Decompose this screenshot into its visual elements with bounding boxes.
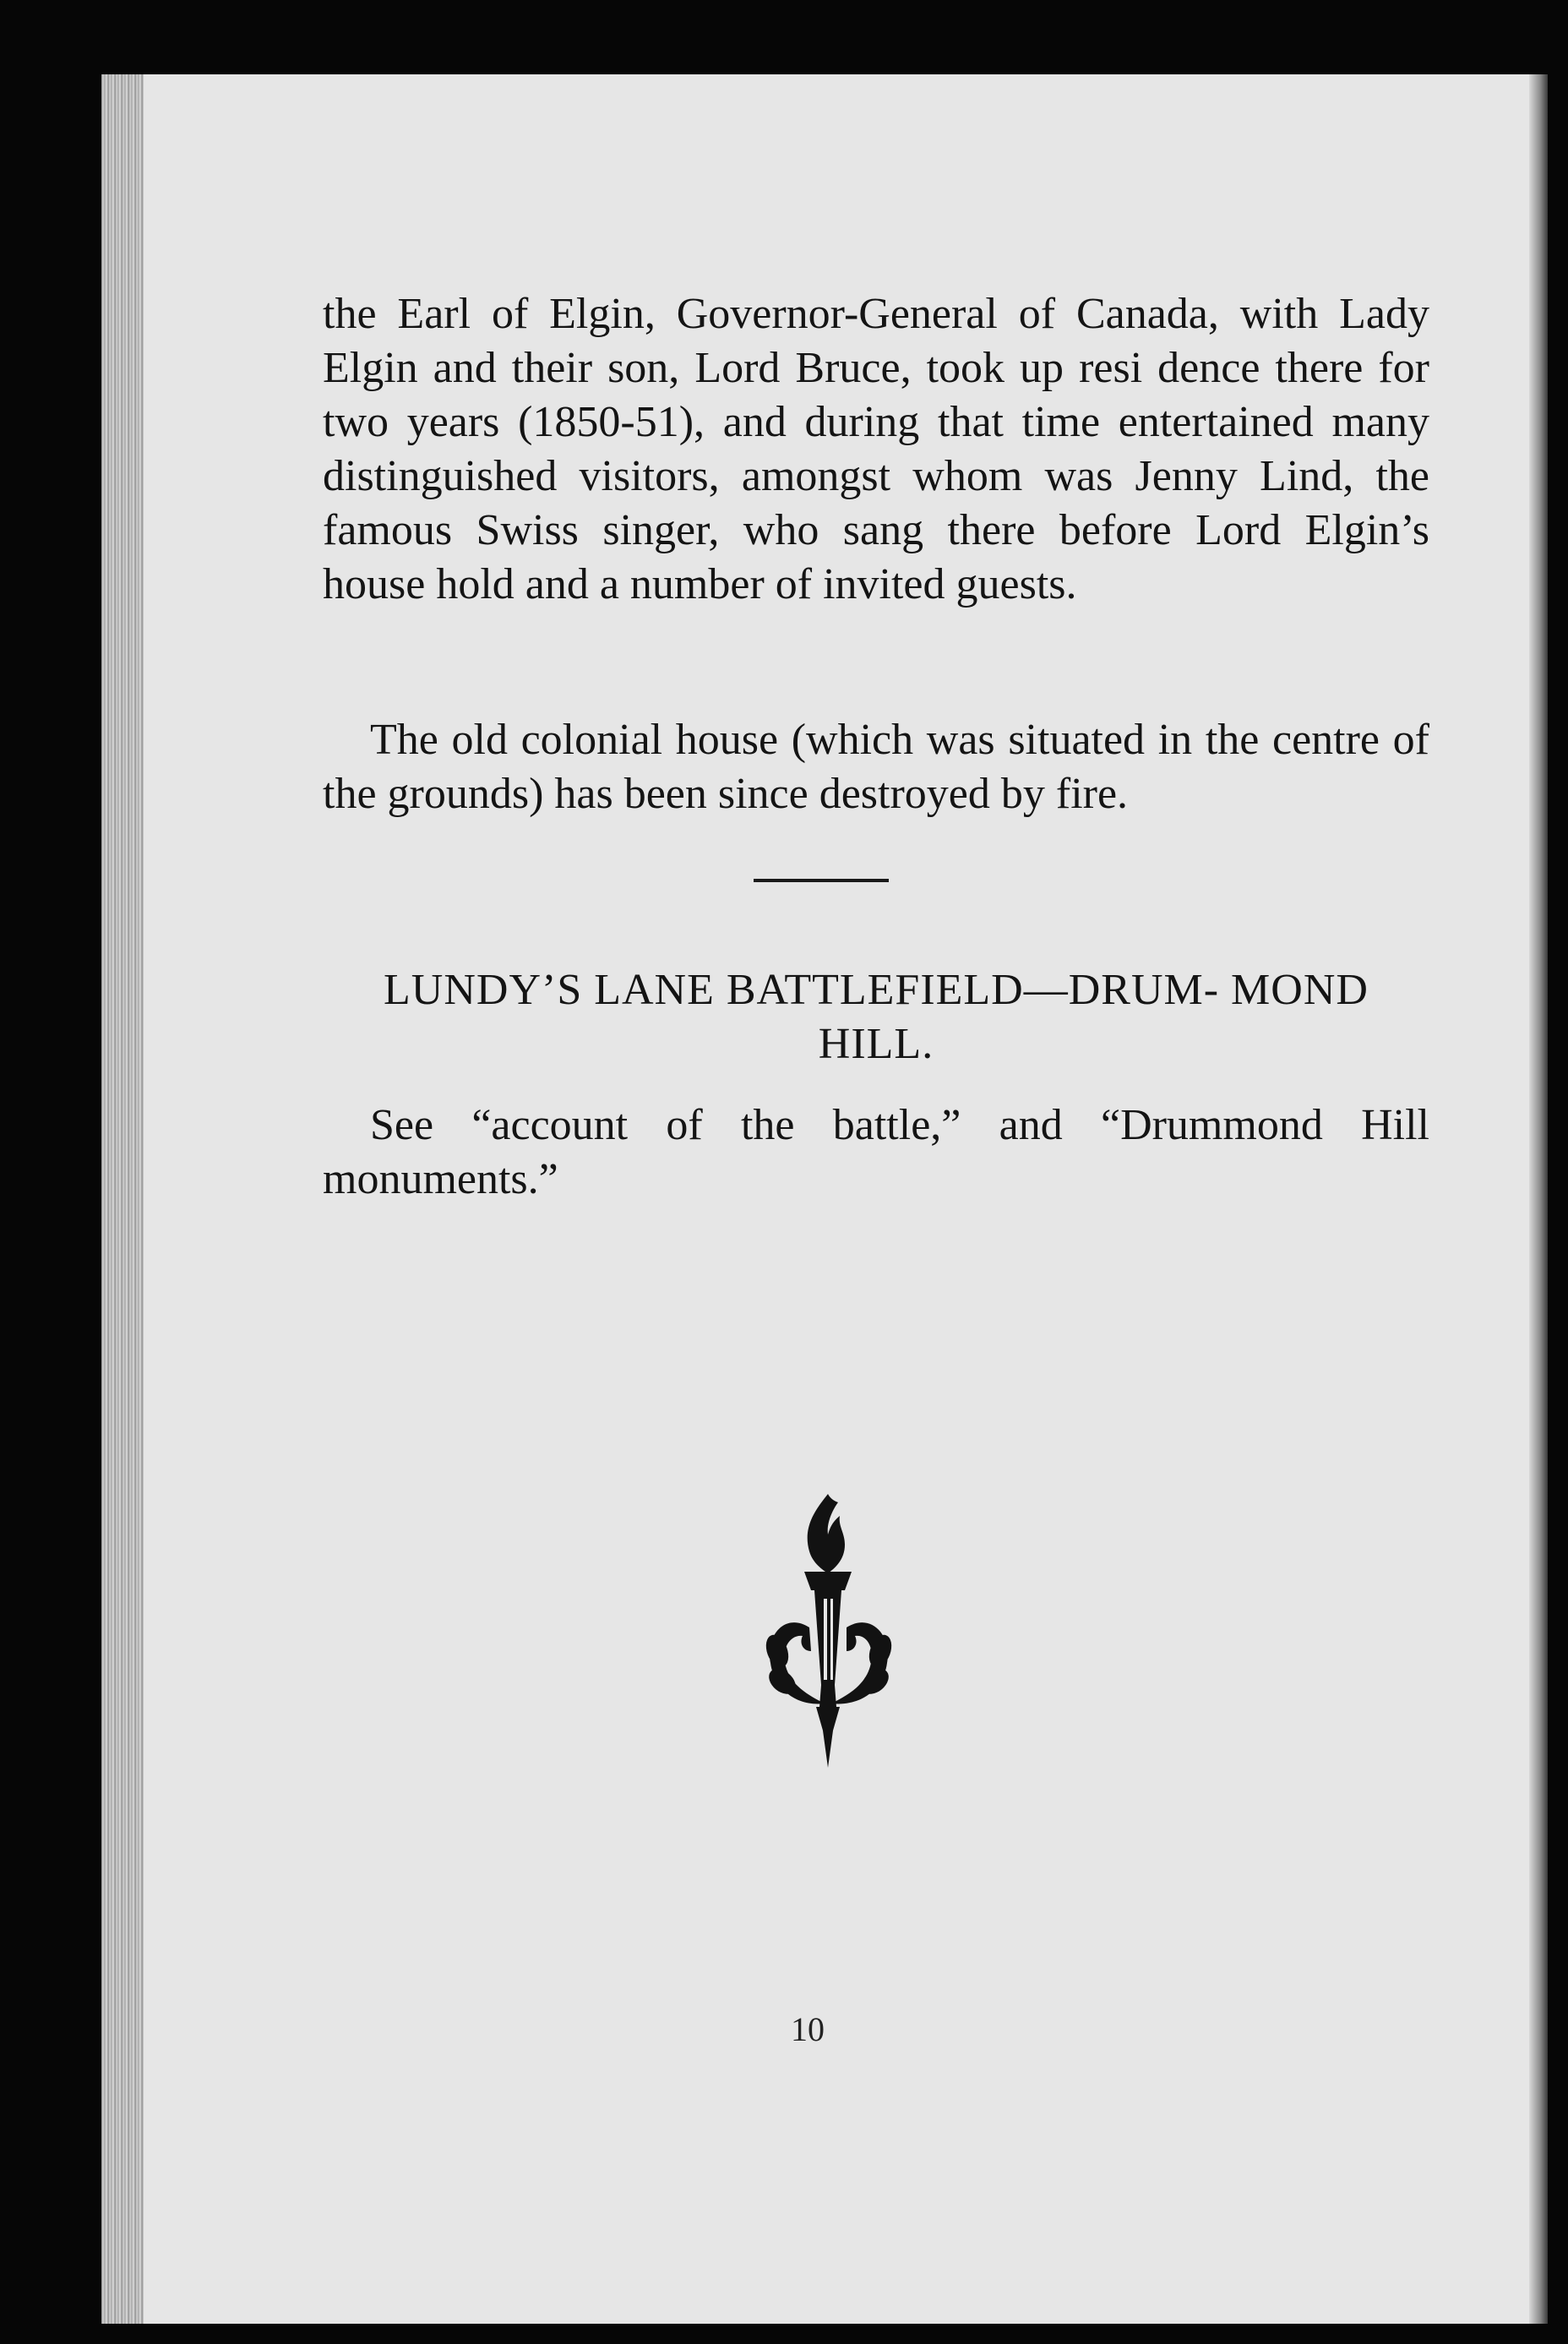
section-divider xyxy=(754,879,889,882)
section-heading: LUNDY’S LANE BATTLEFIELD—DRUM- MOND HILL. xyxy=(384,966,1369,1068)
body-paragraph-1: the Earl of Elgin, Governor-General of Canada, with Lady Elgin and their son, Lord Bruce, took up resi dence there for two years (1850-51), and during that time entertained many distinguished visitors, amongst whom was Jenny Lind, the famous Swiss singer, who sang there before Lord Elgin’s house hold and a number of invited guests. xyxy=(323,290,1429,608)
book-page xyxy=(101,74,1548,2324)
torch-wreath-ornament-icon xyxy=(743,1485,912,1773)
body-paragraph-2: The old colonial house (which was situated in the centre of the grounds) has been since destroyed by fire. xyxy=(323,716,1429,818)
body-paragraph-3: See “account of the battle,” and “Drummond Hill monuments.” xyxy=(323,1101,1429,1203)
page-binding-edge xyxy=(101,74,144,2324)
page-number: 10 xyxy=(791,2010,825,2048)
page-right-edge xyxy=(1529,74,1548,2324)
